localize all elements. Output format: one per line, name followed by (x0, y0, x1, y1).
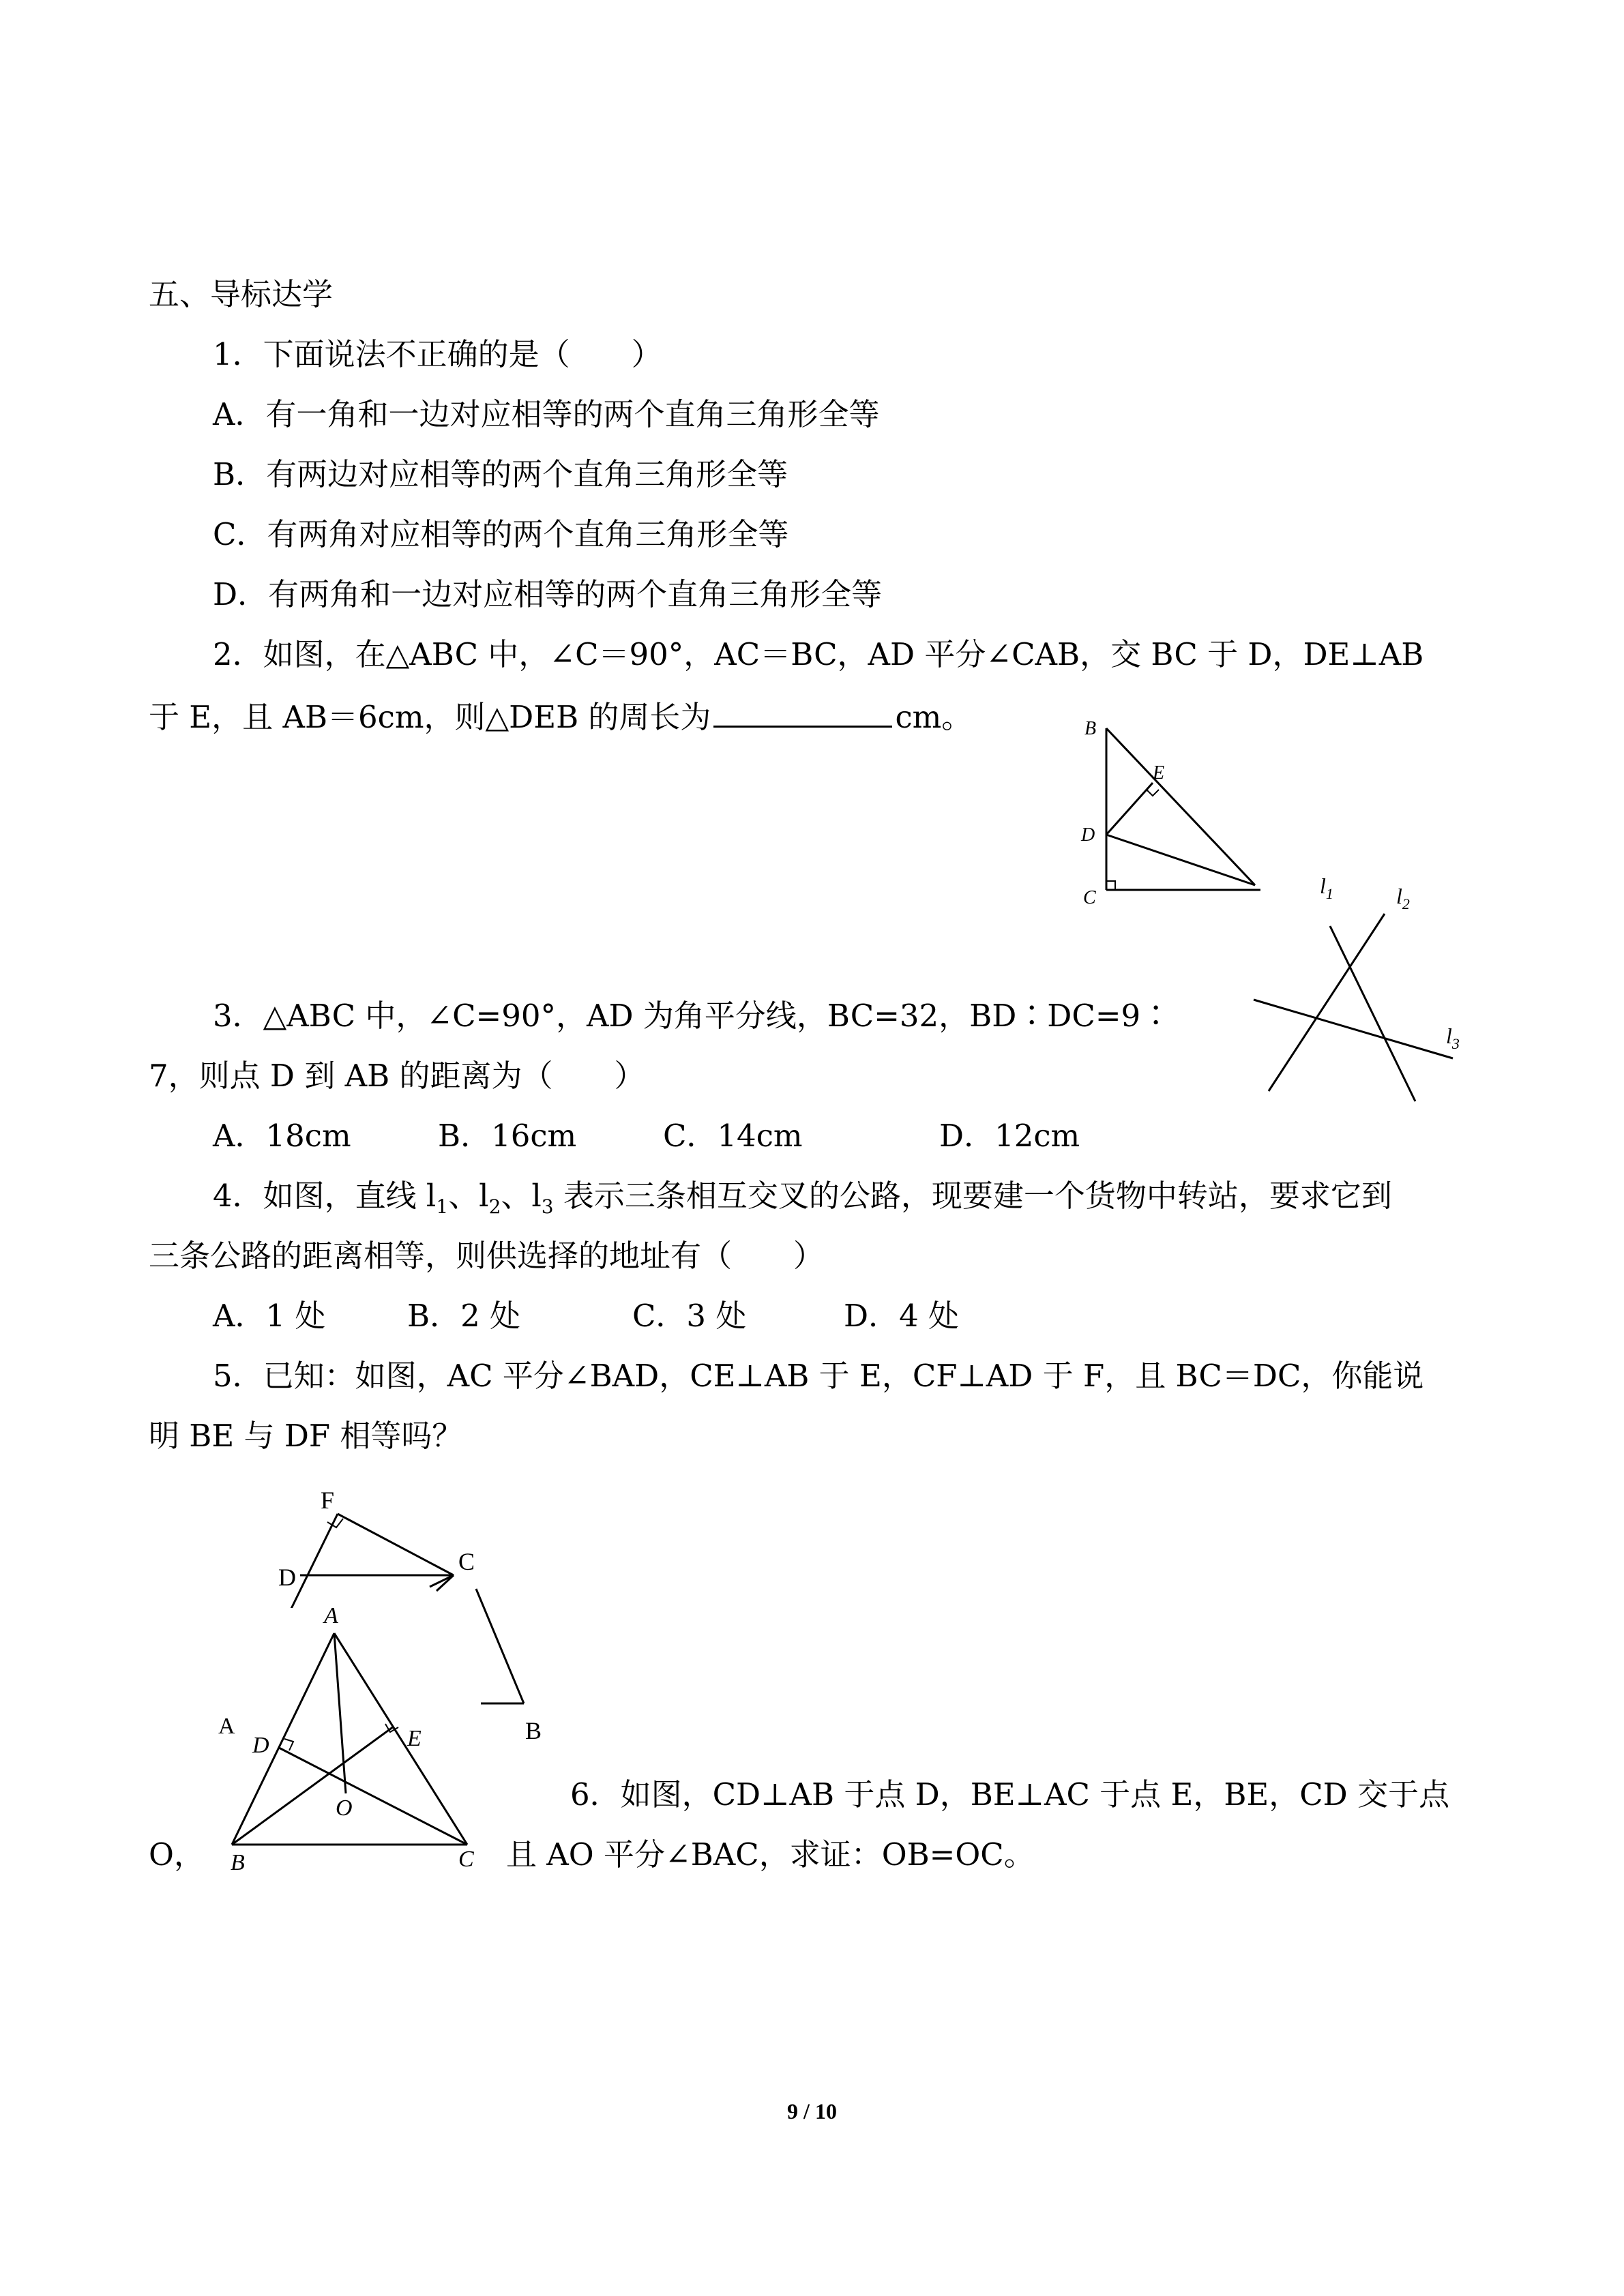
q4-sep2: 、l (501, 1178, 542, 1214)
q3-line2: 7，则点 D 到 AB 的距离为（ ） (149, 1058, 645, 1094)
q2-line1: 2．如图，在△ABC 中，∠C＝90°，AC＝BC，AD 平分∠CAB，交 BC 于 D，DE⊥AB (213, 636, 1424, 672)
q5-label-f: F (321, 1487, 335, 1514)
q6-triangle-figure (218, 1596, 491, 1882)
q3-line1: 3．△ABC 中，∠C=90°，AD 为角平分线，BC=32，BD∶DC=9∶ (213, 998, 1172, 1034)
q2-segment-ad (1106, 835, 1255, 885)
q4-line-l3 (1254, 1000, 1453, 1058)
q4-lines-figure (1248, 866, 1473, 1112)
q6-line2-prefix: O， (149, 1836, 205, 1873)
q5-label-a: A (218, 1714, 235, 1739)
q2-line2-text: 于 E，且 AB＝6cm，则△DEB 的周长为 (149, 699, 711, 735)
q4-label-l2: l (1396, 884, 1402, 908)
q5-label-c: C (458, 1548, 475, 1575)
q3-options (213, 1116, 1080, 1157)
q4-line2: 三条公路的距离相等，则供选择的地址有（ ） (149, 1238, 825, 1274)
q4-line1-text-a: 4．如图，直线 l (213, 1178, 437, 1214)
q1-option-c: C．有两角对应相等的两个直角三角形全等 (213, 516, 789, 552)
section-title: 五、导标达学 (149, 276, 334, 312)
svg-text:l3 (1446, 1024, 1460, 1052)
q6-label-a: A (324, 1603, 338, 1628)
q2-answer-blank[interactable] (713, 694, 892, 728)
q4-sub1: 1 (436, 1195, 449, 1218)
q6-label-o: O (336, 1795, 353, 1821)
q6-label-e: E (407, 1726, 422, 1751)
q4-line-l2 (1330, 926, 1415, 1101)
q2-label-b: B (1084, 718, 1097, 739)
q4-label-l3-sub: 3 (1451, 1035, 1460, 1052)
q5-label-b: B (525, 1717, 542, 1744)
q2-label-c: C (1083, 887, 1096, 908)
q4-options (213, 1296, 959, 1337)
q4-sub2: 2 (488, 1195, 501, 1218)
q2-label-d: D (1081, 824, 1095, 846)
q4-option-b: B．2 处 (407, 1298, 521, 1334)
q6-label-c: C (458, 1847, 474, 1872)
q2-triangle-figure (1064, 709, 1269, 914)
q5-label-d: D (278, 1564, 296, 1591)
q4-sep1: 、l (448, 1178, 489, 1214)
q6-line1: 6．如图，CD⊥AB 于点 D，BE⊥AC 于点 E，BE，CD 交于点 (570, 1776, 1450, 1813)
q2-line2-unit: cm。 (895, 699, 973, 735)
svg-text:l2 (1396, 884, 1410, 912)
q6-label-b: B (231, 1850, 245, 1875)
q1-option-a: A．有一角和一边对应相等的两个直角三角形全等 (213, 396, 880, 432)
q4-option-c: C．3 处 (632, 1298, 747, 1334)
q5-line1: 5．已知：如图，AC 平分∠BAD，CE⊥AB 于 E，CF⊥AD 于 F，且 BC＝DC，你能说 (213, 1358, 1424, 1394)
q4-option-a: A．1 处 (213, 1298, 326, 1334)
q1-stem: 1．下面说法不正确的是（ ） (213, 336, 662, 372)
q3-option-b: B．16cm (438, 1118, 577, 1154)
q2-side-ba (1106, 728, 1255, 885)
q5-segment-fc (338, 1514, 454, 1575)
q4-label-l3: l (1446, 1024, 1452, 1048)
q5-line2: 明 BE 与 DF 相等吗？ (149, 1418, 463, 1454)
q4-sub3: 3 (541, 1195, 554, 1218)
q4-label-l1-sub: 1 (1325, 885, 1333, 902)
q4-label-l1: l (1320, 874, 1326, 898)
q4-option-d: D．4 处 (844, 1298, 960, 1334)
q4-label-l2-sub: 2 (1402, 895, 1410, 912)
q2-segment-de (1106, 783, 1153, 835)
q3-option-c: C．14cm (663, 1118, 803, 1154)
page-number: 9 / 10 (787, 2099, 837, 2123)
q3-option-a: A．18cm (213, 1118, 351, 1154)
q1-option-d: D．有两角和一边对应相等的两个直角三角形全等 (213, 576, 883, 612)
q1-option-b: B．有两边对应相等的两个直角三角形全等 (213, 456, 788, 492)
q2-label-e: E (1153, 762, 1165, 784)
q4-line1 (213, 1176, 1392, 1227)
q6-line2: 且 AO 平分∠BAC，求证：OB=OC。 (506, 1836, 1035, 1873)
q6-label-d: D (252, 1733, 269, 1758)
svg-text:l1 (1320, 874, 1333, 902)
q3-option-d: D．12cm (939, 1118, 1080, 1154)
q2-line2 (149, 694, 972, 738)
q4-line1-text-b: 表示三条相互交叉的公路，现要建一个货物中转站，要求它到 (553, 1178, 1392, 1214)
